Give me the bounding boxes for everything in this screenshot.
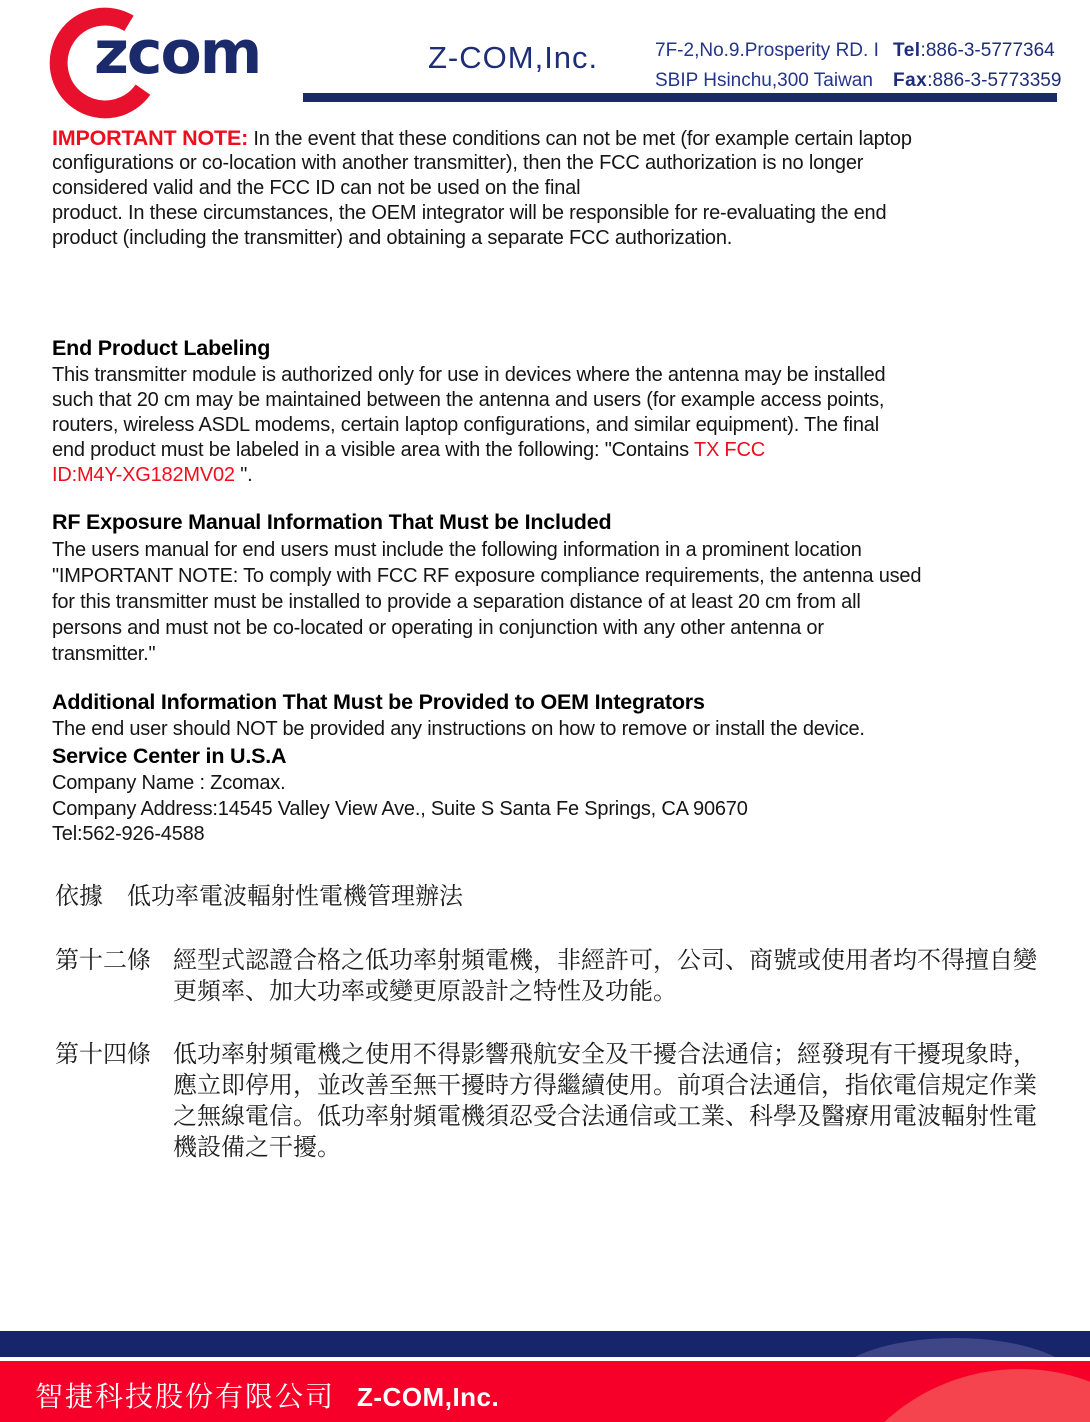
tel-value: :886-3-5777364	[920, 40, 1055, 61]
service-tel: Tel:562-926-4588	[52, 823, 205, 845]
zcom-logo-wordmark: zcom	[94, 18, 261, 88]
header-divider-rule	[303, 93, 1057, 102]
footer-red-bar	[0, 1361, 1090, 1422]
important-note-label: IMPORTANT NOTE:	[52, 126, 249, 150]
end-product-line4	[52, 438, 765, 463]
end-product-line2: such that 20 cm may be maintained between the antenna and users (for example access points,	[52, 389, 885, 411]
header-company-name: Z-COM,Inc.	[428, 40, 599, 75]
rf-exposure-line1: The users manual for end users must include the following information in a prominent location	[52, 539, 862, 561]
footer-navy-bar	[0, 1331, 1090, 1357]
rf-exposure-line2: "IMPORTANT NOTE: To comply with FCC RF exposure compliance requirements, the antenna used	[52, 565, 922, 587]
article14-line3: 之無線電信。低功率射頻電機須忍受合法通信或工業、科學及醫療用電波輻射性電	[173, 1102, 1037, 1130]
rf-exposure-heading: RF Exposure Manual Information That Must be Included	[52, 510, 612, 534]
header-address-line2: SBIP Hsinchu,300 Taiwan	[655, 70, 873, 91]
end-product-line5	[52, 463, 252, 488]
header-address-line1: 7F-2,No.9.Prosperity RD. I	[655, 40, 879, 61]
important-note-line1-rest: In the event that these conditions can not be met (for example certain laptop	[248, 128, 912, 150]
article14-line4: 機設備之干擾。	[173, 1133, 341, 1161]
footer-navy-swoosh-decoration	[830, 1338, 1080, 1357]
important-note-line5: product (including the transmitter) and obtaining a separate FCC authorization.	[52, 227, 733, 249]
fax-value: :886-3-5773359	[927, 70, 1062, 91]
fax-label: Fax	[893, 70, 928, 91]
fcc-id-part2: ID:M4Y-XG182MV02	[52, 464, 241, 486]
footer-company-en: Z-COM,Inc.	[357, 1382, 500, 1412]
important-note-line2: configurations or co-location with another transmitter), then the FCC authorization is no longer	[52, 152, 864, 174]
footer-company-line	[35, 1375, 499, 1415]
article12-label: 第十二條	[55, 946, 151, 974]
end-product-line5-black: ".	[240, 464, 253, 486]
header-tel	[893, 36, 1061, 66]
important-note-line3: considered valid and the FCC ID can not be used on the final	[52, 177, 581, 199]
article12-line1: 經型式認證合格之低功率射頻電機，非經許可，公司、商號或使用者均不得擅自變	[173, 946, 1037, 974]
article12-line2: 更頻率、加大功率或變更原設計之特性及功能。	[173, 977, 677, 1005]
fcc-id-part1: TX FCC	[693, 439, 765, 461]
rf-exposure-line4: persons and must not be co-located or operating in conjunction with any other antenna or	[52, 617, 824, 639]
end-product-heading: End Product Labeling	[52, 336, 271, 360]
additional-info-heading: Additional Information That Must be Provided to OEM Integrators	[52, 690, 705, 714]
article14-line1: 低功率射頻電機之使用不得影響飛航安全及干擾合法通信；經發現有干擾現象時，	[173, 1040, 1037, 1068]
end-product-line1: This transmitter module is authorized only for use in devices where the antenna may be installed	[52, 364, 886, 386]
important-note-line1	[52, 126, 912, 152]
header-fax	[893, 66, 1061, 96]
header-address	[655, 36, 879, 96]
rf-exposure-line3: for this transmitter must be installed to provide a separation distance of at least 20 cm from all	[52, 591, 861, 613]
important-note-line4: product. In these circumstances, the OEM integrator will be responsible for re-evaluating the end	[52, 202, 887, 224]
footer-company-zh: 智捷科技股份有限公司	[35, 1381, 336, 1412]
regulation-intro: 依據 低功率電波輻射性電機管理辦法	[55, 882, 463, 910]
service-company-address: Company Address:14545 Valley View Ave., Suite S Santa Fe Springs, CA 90670	[52, 798, 748, 820]
article14-line2: 應立即停用，並改善至無干擾時方得繼續使用。前項合法通信，指依電信規定作業	[173, 1071, 1037, 1099]
rf-exposure-line5: transmitter."	[52, 643, 156, 665]
tel-label: Tel	[893, 40, 921, 61]
additional-info-line1: The end user should NOT be provided any instructions on how to remove or install the device.	[52, 718, 865, 740]
end-product-line3: routers, wireless ASDL modems, certain laptop configurations, and similar equipment). The final	[52, 414, 879, 436]
service-center-heading: Service Center in U.S.A	[52, 744, 287, 768]
article14-label: 第十四條	[55, 1040, 151, 1068]
end-product-line4-black: end product must be labeled in a visible area with the following: "Contains	[52, 439, 694, 461]
service-company-name: Company Name : Zcomax.	[52, 772, 286, 794]
header-telfax	[893, 36, 1061, 96]
